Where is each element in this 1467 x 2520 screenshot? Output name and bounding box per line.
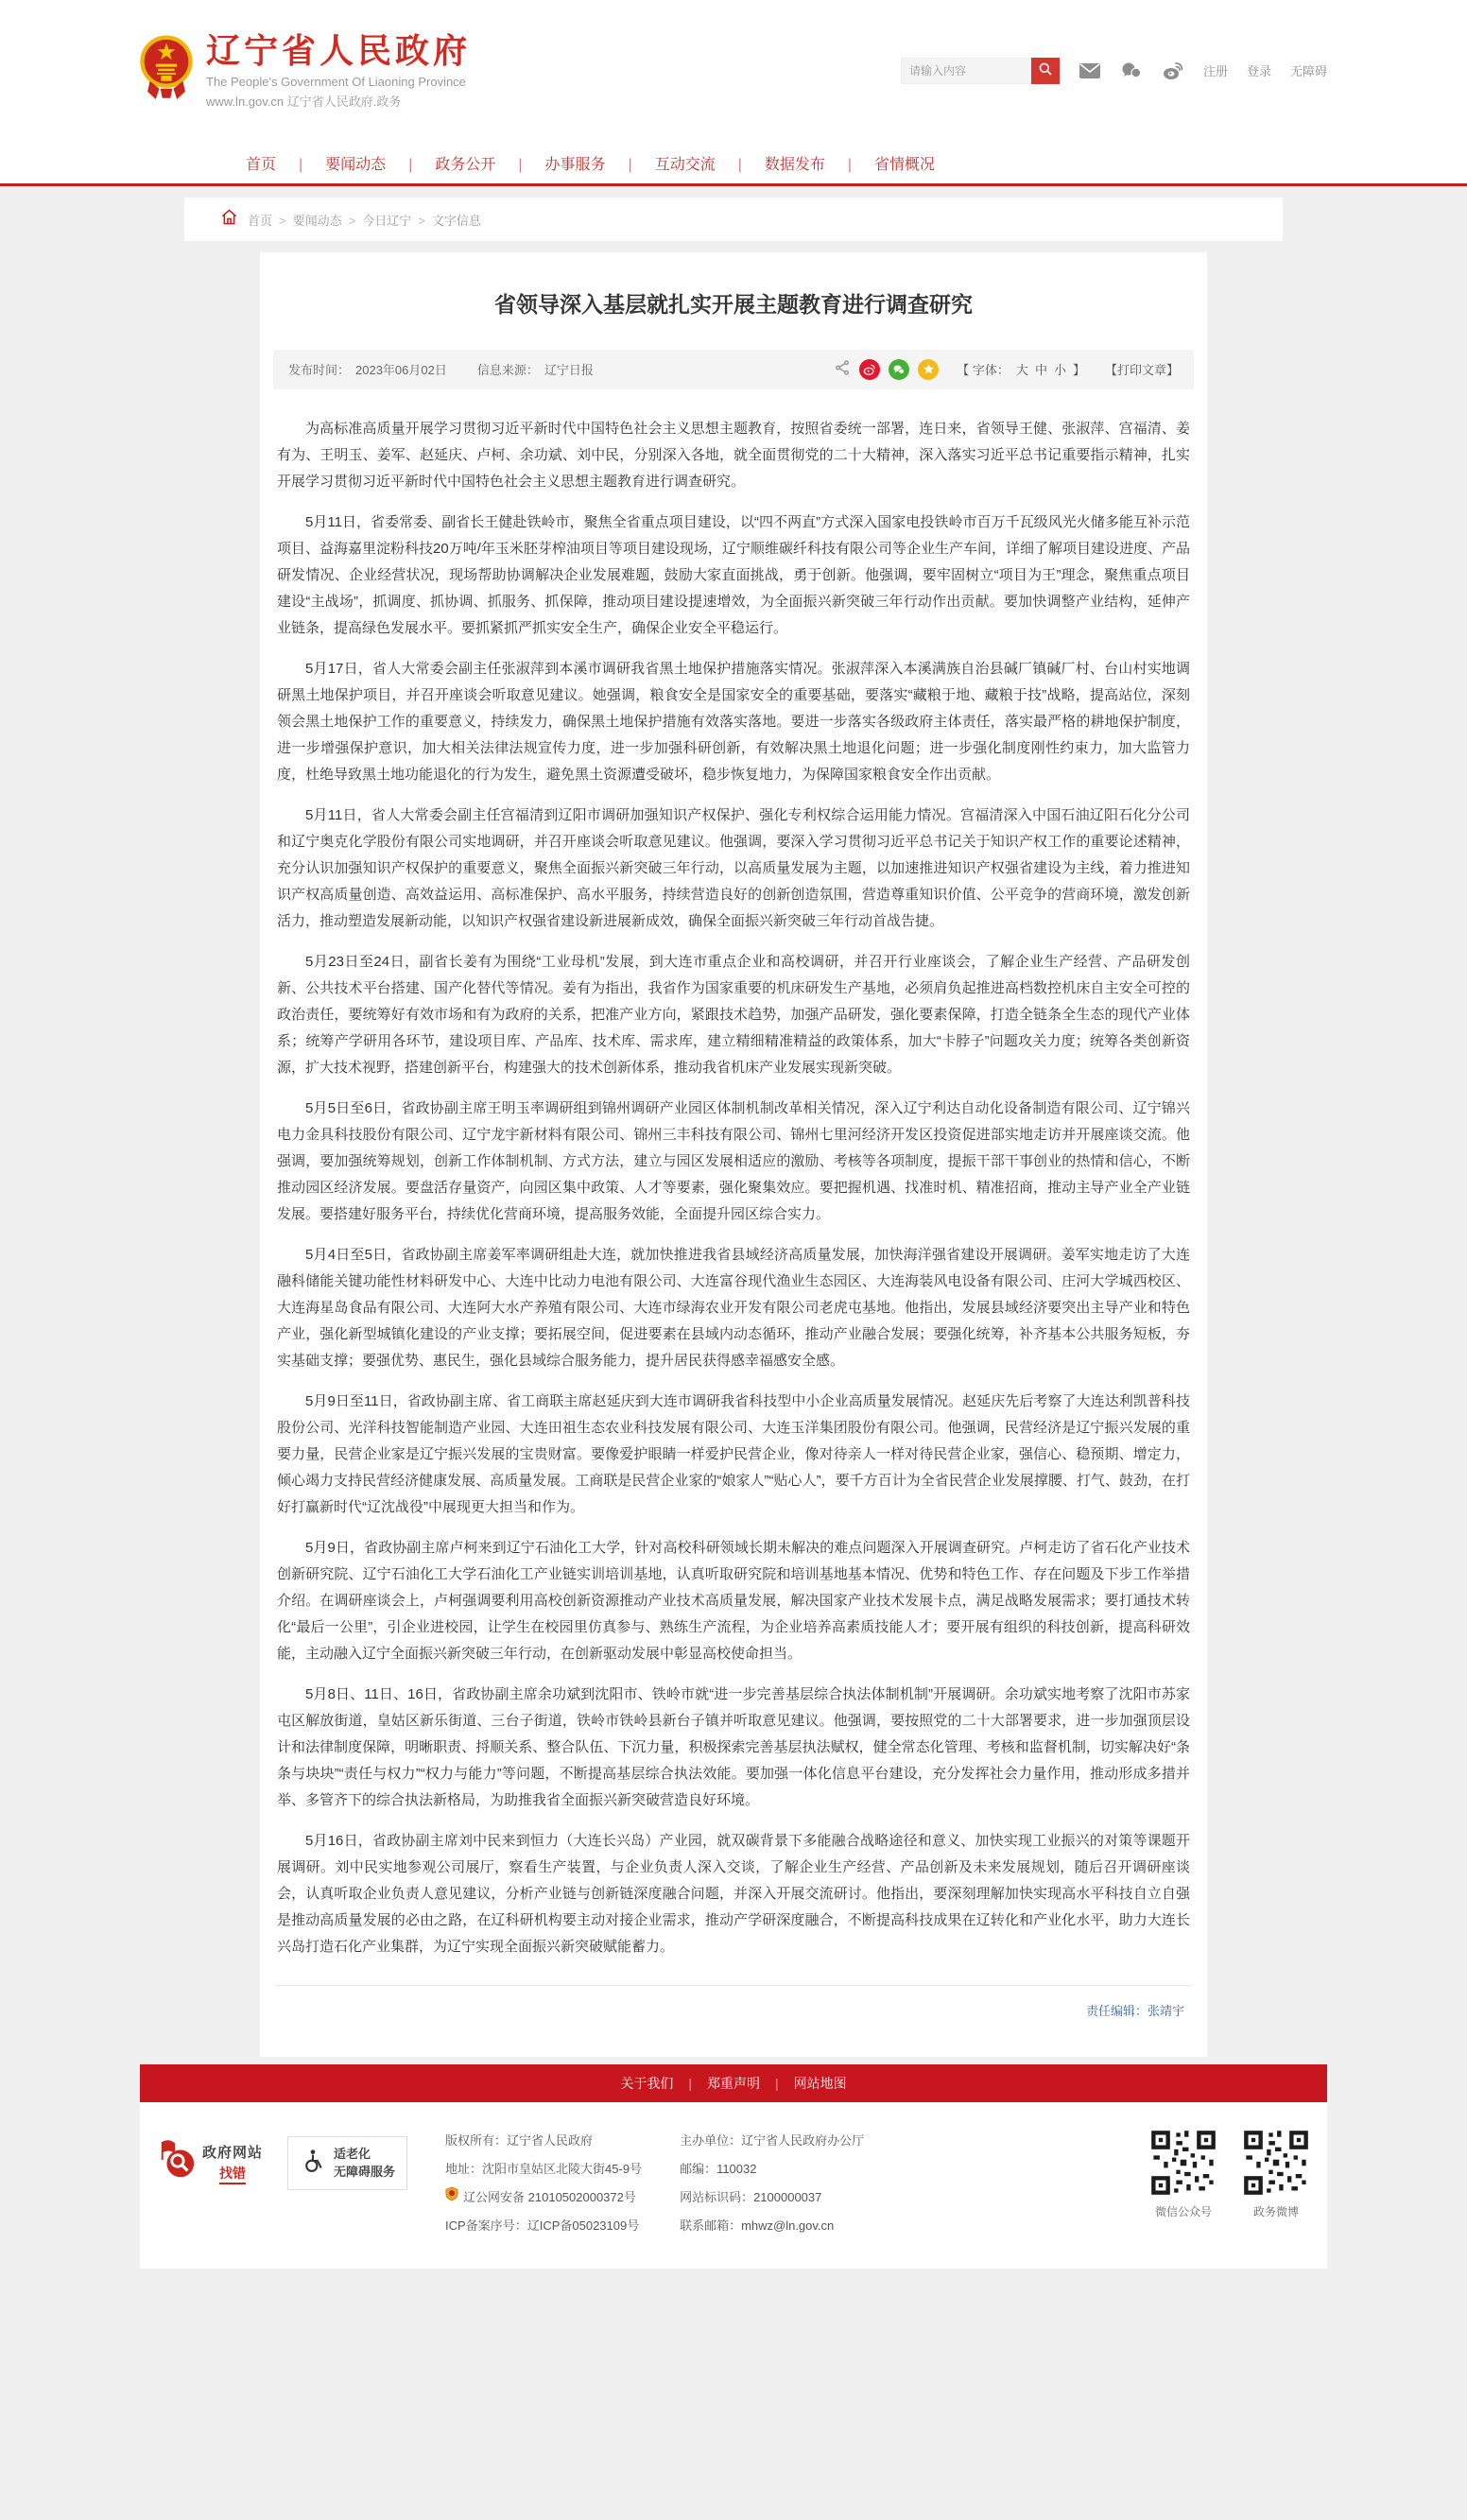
nav-item[interactable]: 要闻动态 | bbox=[325, 152, 435, 174]
gov-badge-line2: 找错 bbox=[219, 2164, 246, 2184]
footer-column-2 bbox=[680, 2127, 864, 2240]
accessibility-service-badge[interactable] bbox=[287, 2136, 407, 2190]
article-body bbox=[273, 416, 1194, 1960]
article-paragraph: 为高标准高质量开展学习贯彻习近平新时代中国特色社会主义思想主题教育，按照省委统一部署，连日来，省领导王健、张淑萍、宫福清、姜有为、王明玉、姜军、赵延庆、卢柯、余功斌、刘中民，分别深入各地，就全面贯彻党的二十大精神，深入落实习近平总书记重要指示精神，扎实开展学习贯彻习近平新时代中国特色社会主义思想主题教育进行调查研究。 bbox=[277, 420, 1190, 490]
source-label: 信息来源： bbox=[476, 363, 539, 377]
search-input[interactable] bbox=[901, 58, 1031, 84]
nav-item[interactable]: 省情概况 bbox=[874, 156, 936, 173]
nav-item[interactable]: 政务公开 | bbox=[435, 152, 544, 174]
search-button[interactable] bbox=[1031, 58, 1060, 84]
editor-name: 张靖宇 bbox=[1147, 2003, 1184, 2018]
main-nav bbox=[0, 142, 1467, 186]
site-header bbox=[0, 0, 1467, 142]
qr-code-label: 微信公众号 bbox=[1154, 2204, 1212, 2218]
font-size-option[interactable]: 大 bbox=[1015, 363, 1028, 377]
weibo-icon[interactable] bbox=[1162, 60, 1184, 82]
nav-item[interactable]: 办事服务 | bbox=[545, 152, 655, 174]
search-icon bbox=[1038, 61, 1053, 79]
footer-link[interactable]: 关于我们 | bbox=[620, 2074, 707, 2093]
nav-item[interactable]: 首页 | bbox=[246, 152, 325, 174]
article-paragraph: 5月4日至5日，省政协副主席姜军率调研组赴大连，就加快推进我省县域经济高质量发展，加快海洋强省建设开展调研。姜军实地走访了大连融科储能关键功能性材料研发中心、大连中比动力电池有限公司、大连富谷现代渔业生态园区、大连海装风电设备有限公司、庄河大学城西校区、大连海星岛食品有限公司、大连阿大水产养殖有限公司、大连市绿海农业开发有限公司老虎屯基地。他指出，发展县域经济要突出主导产业和特色产业，强化新型城镇化建设的产业支撑；要拓展空间，促进要素在县域内动态循环，推动产业融合发展；要强化统筹，补齐基本公共服务短板，夯实基础支撑；要强优势、惠民生，强化县域综合服务能力，提升居民获得感幸福感安全感。 bbox=[277, 1246, 1190, 1369]
footer-column-1 bbox=[445, 2127, 642, 2240]
breadcrumb-item[interactable]: 今日辽宁 > bbox=[362, 214, 432, 228]
accessibility-link[interactable]: 无障碍 bbox=[1289, 64, 1327, 79]
search-box bbox=[901, 58, 1060, 84]
footer-link[interactable]: 网站地图 bbox=[793, 2075, 847, 2091]
copyright-line: 版权所有：辽宁省人民政府 bbox=[445, 2132, 594, 2148]
article-paragraph: 5月11日，省委常委、副省长王健赴铁岭市，聚焦全省重点项目建设，以“四不两直”方式深入国家电投铁岭市百万千瓦级风光火储多能互补示范项目、益海嘉里淀粉科技20万吨/年玉米胚芽榨油项目等项目建设现场，辽宁顺维碳纤科技有限公司等企业生产车间，详细了解项目建设进度、产品研发情况、企业经营状况，现场帮助协调解决企业发展难题，鼓励大家直面挑战，勇于创新。他强调，要牢固树立“项目为王”理念，聚焦重点项目建设“主战场”，抓调度、抓协调、抓服务、抓保障，推动项目建设提速增效，为全面振兴新突破三年行动作出贡献。要加快调整产业结构，延伸产业链条，提高绿色发展水平。要抓紧抓严抓实安全生产，确保企业安全平稳运行。 bbox=[277, 513, 1190, 636]
source-value: 辽宁日报 bbox=[544, 363, 594, 377]
article-paragraph: 5月9日，省政协副主席卢柯来到辽宁石油化工大学，针对高校科研领域长期未解决的难点问题深入开展调查研究。卢柯走访了省石化产业技术创新研究院、辽宁石油化工大学石油化工产业链实训培训基地，认真听取研究院和培训基地基本情况、优势和特色工作、存在问题及下步工作举措介绍。在调研座谈会上，卢柯强调要利用高校创新资源推动产业技术高质量发展，解决国家产业技术发展卡点，满足战略发展需求；要打通技术转化“最后一公里”，引企业进校园，让学生在校园里仿真参与、熟练生产流程，为企业培养高素质技能人才；要开展有组织的科技创新，提高科研效能，主动融入辽宁全面振兴新突破三年行动，在创新驱动发展中彰显高校使命担当。 bbox=[277, 1539, 1190, 1662]
article-paragraph: 5月11日，省人大常委会副主任宫福清到辽阳市调研加强知识产权保护、强化专利权综合运用能力情况。宫福清深入中国石油辽阳石化分公司和辽宁奥克化学股份有限公司实地调研，并召开座谈会听取意见建议。他强调，要深入学习贯彻习近平总书记关于知识产权工作的重要论述精神，充分认识加强知识产权保护的重要意义，聚焦全面振兴新突破三年行动，以高质量发展为主题，以加速推进知识产权强省建设为主线，着力推进知识产权高质量创造、高效益运用、高标准保护、高水平服务，持续营造良好的创新创造氛围，营造尊重知识价值、公平竞争的营商环境，激发创新活力，推动塑造发展新动能，以知识产权强省建设新进展新成效，确保全面振兴新突破三年行动首战告捷。 bbox=[277, 806, 1190, 929]
article-meta-bar bbox=[273, 350, 1194, 389]
qr-code bbox=[1149, 2129, 1217, 2219]
icp-line: ICP备案序号：辽ICP备05023109号 bbox=[445, 2218, 640, 2233]
breadcrumb-item[interactable]: 文字信息 bbox=[431, 213, 481, 228]
article-card bbox=[260, 252, 1207, 2057]
police-badge-icon bbox=[445, 2183, 458, 2212]
font-size-control bbox=[957, 360, 1085, 378]
register-link[interactable]: 注册 bbox=[1202, 64, 1228, 79]
editor-label: 责任编辑： bbox=[1085, 2003, 1148, 2018]
contact-email-line: 联系邮箱：mhwz@ln.gov.cn bbox=[680, 2218, 835, 2233]
acc-badge-line2: 无障碍服务 bbox=[334, 2165, 396, 2179]
breadcrumb-item[interactable]: 首页 > bbox=[248, 214, 293, 228]
organizer-line: 主办单位：辽宁省人民政府办公厅 bbox=[680, 2132, 865, 2148]
wechat-icon[interactable] bbox=[1120, 60, 1143, 82]
qr-code-label: 政务微博 bbox=[1252, 2204, 1299, 2218]
nav-item[interactable]: 互动交流 | bbox=[655, 152, 765, 174]
breadcrumb bbox=[184, 198, 1283, 241]
share-qzone-icon[interactable] bbox=[918, 359, 939, 380]
qr-code-image bbox=[1149, 2129, 1217, 2197]
acc-badge-line1: 适老化 bbox=[334, 2146, 371, 2161]
site-title: 辽宁省人民政府 bbox=[206, 31, 472, 70]
share-weibo-icon[interactable] bbox=[859, 359, 880, 380]
editor-line bbox=[275, 1985, 1192, 2032]
site-brand[interactable] bbox=[140, 32, 471, 110]
font-size-option[interactable]: 中 bbox=[1034, 363, 1047, 377]
address-line: 地址：沈阳市皇姑区北陵大街45-9号 bbox=[445, 2161, 643, 2176]
postcode-line: 邮编：110032 bbox=[680, 2161, 757, 2176]
gov-site-error-badge[interactable] bbox=[157, 2140, 263, 2186]
security-filing-line: 辽公网安备 21010502000372号 bbox=[445, 2183, 642, 2212]
font-size-close: 】 bbox=[1072, 363, 1085, 377]
publish-time: 2023年06月02日 bbox=[355, 363, 447, 377]
share-icon[interactable] bbox=[834, 359, 851, 379]
publish-time-label: 发布时间： bbox=[288, 363, 351, 377]
footer-link[interactable]: 郑重声明 | bbox=[707, 2074, 794, 2093]
home-icon[interactable] bbox=[220, 208, 238, 231]
login-link[interactable]: 登录 bbox=[1246, 64, 1271, 79]
font-size-option[interactable]: 小 bbox=[1053, 363, 1066, 377]
article-paragraph: 5月5日至6日，省政协副主席王明玉率调研组到锦州调研产业园区体制机制改革相关情况，深入辽宁利达自动化设备制造有限公司、辽宁锦兴电力金具科技股份有限公司、辽宁龙宇新材料有限公司、锦州三丰科技有限公司、锦州七里河经济开发区投资促进部实地走访并开展座谈交流。他强调，要加强统筹规划，创新工作体制机制、方式方法，建立与园区发展相适应的激励、考核等各项制度，提振干部干事创业的热情和信心，不断推动园区经济发展。要盘活存量资产，向园区集中政策、人才等要素，强化聚集效应。要把握机遇、找准时机、精准招商，推动主导产业全产业链发展。要搭建好服务平台，持续优化营商环境，提高服务效能，全面提升园区综合实力。 bbox=[277, 1099, 1190, 1222]
footer-info bbox=[140, 2102, 1327, 2269]
qr-code bbox=[1242, 2129, 1310, 2219]
site-url: www.ln.gov.cn 辽宁省人民政府.政务 bbox=[206, 95, 402, 110]
article-paragraph: 5月8日、11日、16日，省政协副主席余功斌到沈阳市、铁岭市就“进一步完善基层综合执法体制机制”开展调研。余功斌实地考察了沈阳市苏家屯区解放街道，皇姑区新乐街道、三台子街道，铁岭市铁岭县新台子镇并听取意见建议。他强调，要按照党的二十大部署要求，进一步加强顶层设计和法律制度保障，明晰职责、捋顺关系、整合队伍、下沉力量，积极探索完善基层执法赋权，健全常态化管理、考核和监督机制，切实解决好“条条与块块”“责任与权力”“权力与能力”等问题，不断提高基层综合执法效能。要加强一体化信息平台建设，充分发挥社会力量作用，推动形成多措并举、多管齐下的综合执法新格局，为助推我省全面振兴新突破营造良好环境。 bbox=[277, 1685, 1190, 1808]
wheelchair-icon bbox=[300, 2148, 326, 2179]
article-paragraph: 5月17日，省人大常委会副主任张淑萍到本溪市调研我省黑土地保护措施落实情况。张淑萍深入本溪满族自治县碱厂镇碱厂村、台山村实地调研黑土地保护项目，并召开座谈会听取意见建议。她强调，粮食安全是国家安全的重要基础，要落实“藏粮于地、藏粮于技”战略，提高站位，深刻领会黑土地保护工作的重要意义，持续发力，确保黑土地保护措施有效落实落地。要进一步落实各级政府主体责任，落实最严格的耕地保护制度，进一步增强保护意识，加大相关法律法规宣传力度，进一步加强科研创新，有效解决黑土地退化问题；进一步强化制度刚性约束力，加大监管力度，杜绝导致黑土地功能退化的行为发生，避免黑土资源遭受破坏，稳步恢复地力，为保障国家粮食安全作出贡献。 bbox=[277, 660, 1190, 783]
gov-finder-icon bbox=[157, 2140, 197, 2186]
qr-code-image bbox=[1242, 2129, 1310, 2197]
national-emblem-icon bbox=[140, 35, 193, 106]
font-size-label: 【 字体： bbox=[957, 363, 1010, 377]
article-paragraph: 5月9日至11日，省政协副主席、省工商联主席赵延庆到大连市调研我省科技型中小企业高质量发展情况。赵延庆先后考察了大连达利凯普科技股份公司、光洋科技智能制造产业园、大连田祖生态农业科技发展有限公司、大连玉洋集团股份有限公司。他强调，民营经济是辽宁振兴发展的重要力量，民营企业家是辽宁振兴发展的宝贵财富。要像爱护眼睛一样爱护民营企业，像对待亲人一样对待民营企业家，强信心、稳预期、增定力，倾心竭力支持民营经济健康发展、高质量发展。工商联是民营企业家的“娘家人”“贴心人”，要千方百计为全省民营企业发展撑腰、打气、鼓劲，在打好打赢新时代“辽沈战役”中展现更大担当和作为。 bbox=[277, 1392, 1190, 1515]
article-paragraph: 5月23日至24日，副省长姜有为围绕“工业母机”发展，到大连市重点企业和高校调研，并召开行业座谈会，了解企业生产经营、产品研发创新、公共技术平台搭建、国产化替代等情况。姜有为指出，我省作为国家重要的机床研发生产基地，必须肩负起推进高档数控机床自主安全可控的政治责任，要统筹好有效市场和有为政府的关系，把准产业方向，紧跟技术趋势，加强产品研发，强化要素保障，打造全链条全生态的现代产业体系；统筹产学研用各环节，建设项目库、产品库、技术库、需求库，建立精细精准精益的政策体系，加大“卡脖子”问题攻关力度；统筹各类创新资源，扩大技术视野，搭建创新平台，构建强大的技术创新体系，推动我省机床产业发展实现新突破。 bbox=[277, 953, 1190, 1076]
nav-item[interactable]: 数据发布 | bbox=[765, 152, 874, 174]
footer-links-bar bbox=[140, 2064, 1327, 2102]
gov-badge-line1: 政府网站 bbox=[202, 2144, 264, 2161]
site-title-en: The People's Government Of Liaoning Province bbox=[206, 75, 466, 90]
mail-icon[interactable] bbox=[1079, 62, 1101, 79]
print-button[interactable]: 【打印文章】 bbox=[1104, 363, 1179, 377]
breadcrumb-item[interactable]: 要闻动态 > bbox=[293, 214, 363, 228]
article-title: 省领导深入基层就扎实开展主题教育进行调查研究 bbox=[494, 292, 973, 317]
site-footer bbox=[0, 2064, 1467, 2269]
article-paragraph: 5月16日，省政协副主席刘中民来到恒力（大连长兴岛）产业园，就双碳背景下多能融合战略途径和意义、加快实现工业振兴的对策等课题开展调研。刘中民实地参观公司展厅，察看生产装置，与企业负责人深入交谈，了解企业生产经营、产品创新及未来发展规划，随后召开调研座谈会，认真听取企业负责人意见建议，分析产业链与创新链深度融合问题，并深入开展交流研讨。他指出，要深刻理解加快实现高水平科技自立自强是推动高质量发展的必由之路，在辽科研机构要主动对接企业需求，推动产学研深度融合，不断提高科技成果在辽转化和产业化水平，助力大连长兴岛打造石化产业集群，为辽宁实现全面振兴新突破赋能蓄力。 bbox=[277, 1832, 1190, 1955]
share-wechat-icon[interactable] bbox=[889, 359, 909, 380]
site-code-line: 网站标识码：2100000037 bbox=[680, 2189, 822, 2204]
